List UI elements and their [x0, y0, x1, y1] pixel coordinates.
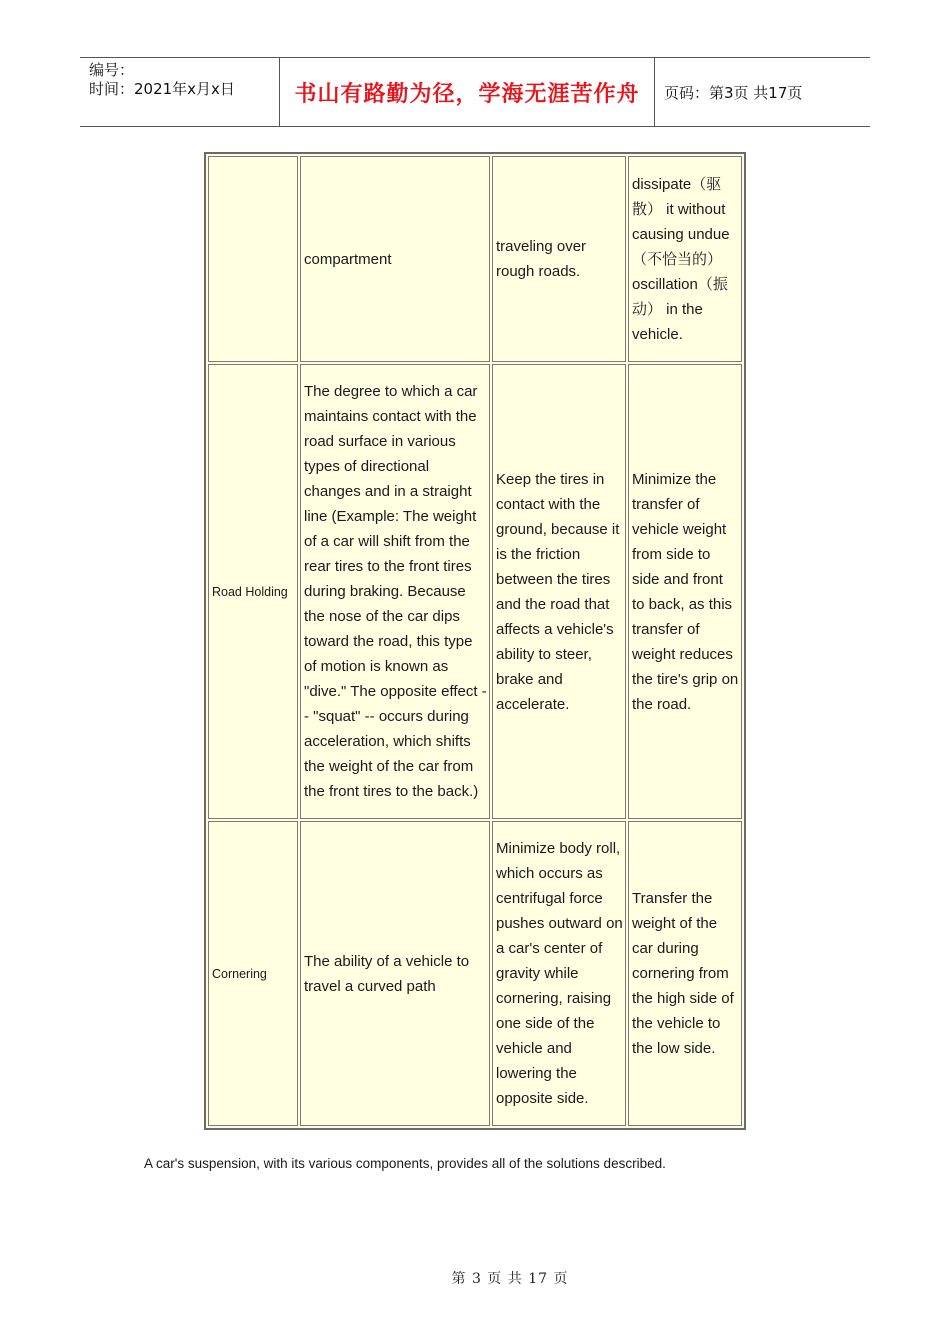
table-row — [208, 821, 742, 1126]
definition-cell: The degree to which a car maintains contact with the road surface in various types of directional changes and in a straight line (Example: The weight of a car will shift from the rear tires to the front tires during braking. Because the nose of the car dips toward the road, this type of motion is known as "dive." The opposite effect -- "squat" -- occurs during acceleration, which shifts the weight of the car from the front tires to the back.) — [300, 364, 490, 819]
definition-cell: compartment — [300, 156, 490, 362]
header-meta — [80, 58, 280, 126]
page-header — [80, 57, 870, 127]
page-footer: 第 3 页 共 17 页 — [451, 1271, 569, 1287]
principle-cell: Minimize body roll, which occurs as centrifugal force pushes outward on a car's center of gravity while cornering, raising one side of the vehicle and lowering the opposite side. — [492, 821, 626, 1126]
document-date-label: 时间：2021年x月x日 — [89, 80, 235, 98]
principle-cell: traveling over rough roads. — [492, 156, 626, 362]
row-name-cell: Road Holding — [208, 364, 298, 819]
header-motto: 书山有路勤为径，学海无涯苦作舟 — [280, 58, 655, 126]
suspension-table — [204, 152, 746, 1130]
table-caption: A car's suspension, with its various components, provides all of the solutions described. — [144, 1156, 666, 1171]
row-name-cell — [208, 156, 298, 362]
solution-cell: Minimize the transfer of vehicle weight from side to side and front to back, as this transfer of weight reduces the tire's grip on the road. — [628, 364, 742, 819]
document-number-label: 编号： — [89, 61, 135, 79]
table-row — [208, 156, 742, 362]
solution-cell: Transfer the weight of the car during cornering from the high side of the vehicle to the low side. — [628, 821, 742, 1126]
table-row — [208, 364, 742, 819]
principle-cell: Keep the tires in contact with the ground, because it is the friction between the tires and the road that affects a vehicle's ability to steer, brake and accelerate. — [492, 364, 626, 819]
suspension-table-grid — [206, 154, 744, 1128]
row-name-cell: Cornering — [208, 821, 298, 1126]
solution-cell: dissipate（驱散） it without causing undue（不恰当的） oscillation（振动） in the vehicle. — [628, 156, 742, 362]
definition-cell: The ability of a vehicle to travel a curved path — [300, 821, 490, 1126]
header-page-indicator: 页码：第3页 共17页 — [664, 83, 803, 102]
